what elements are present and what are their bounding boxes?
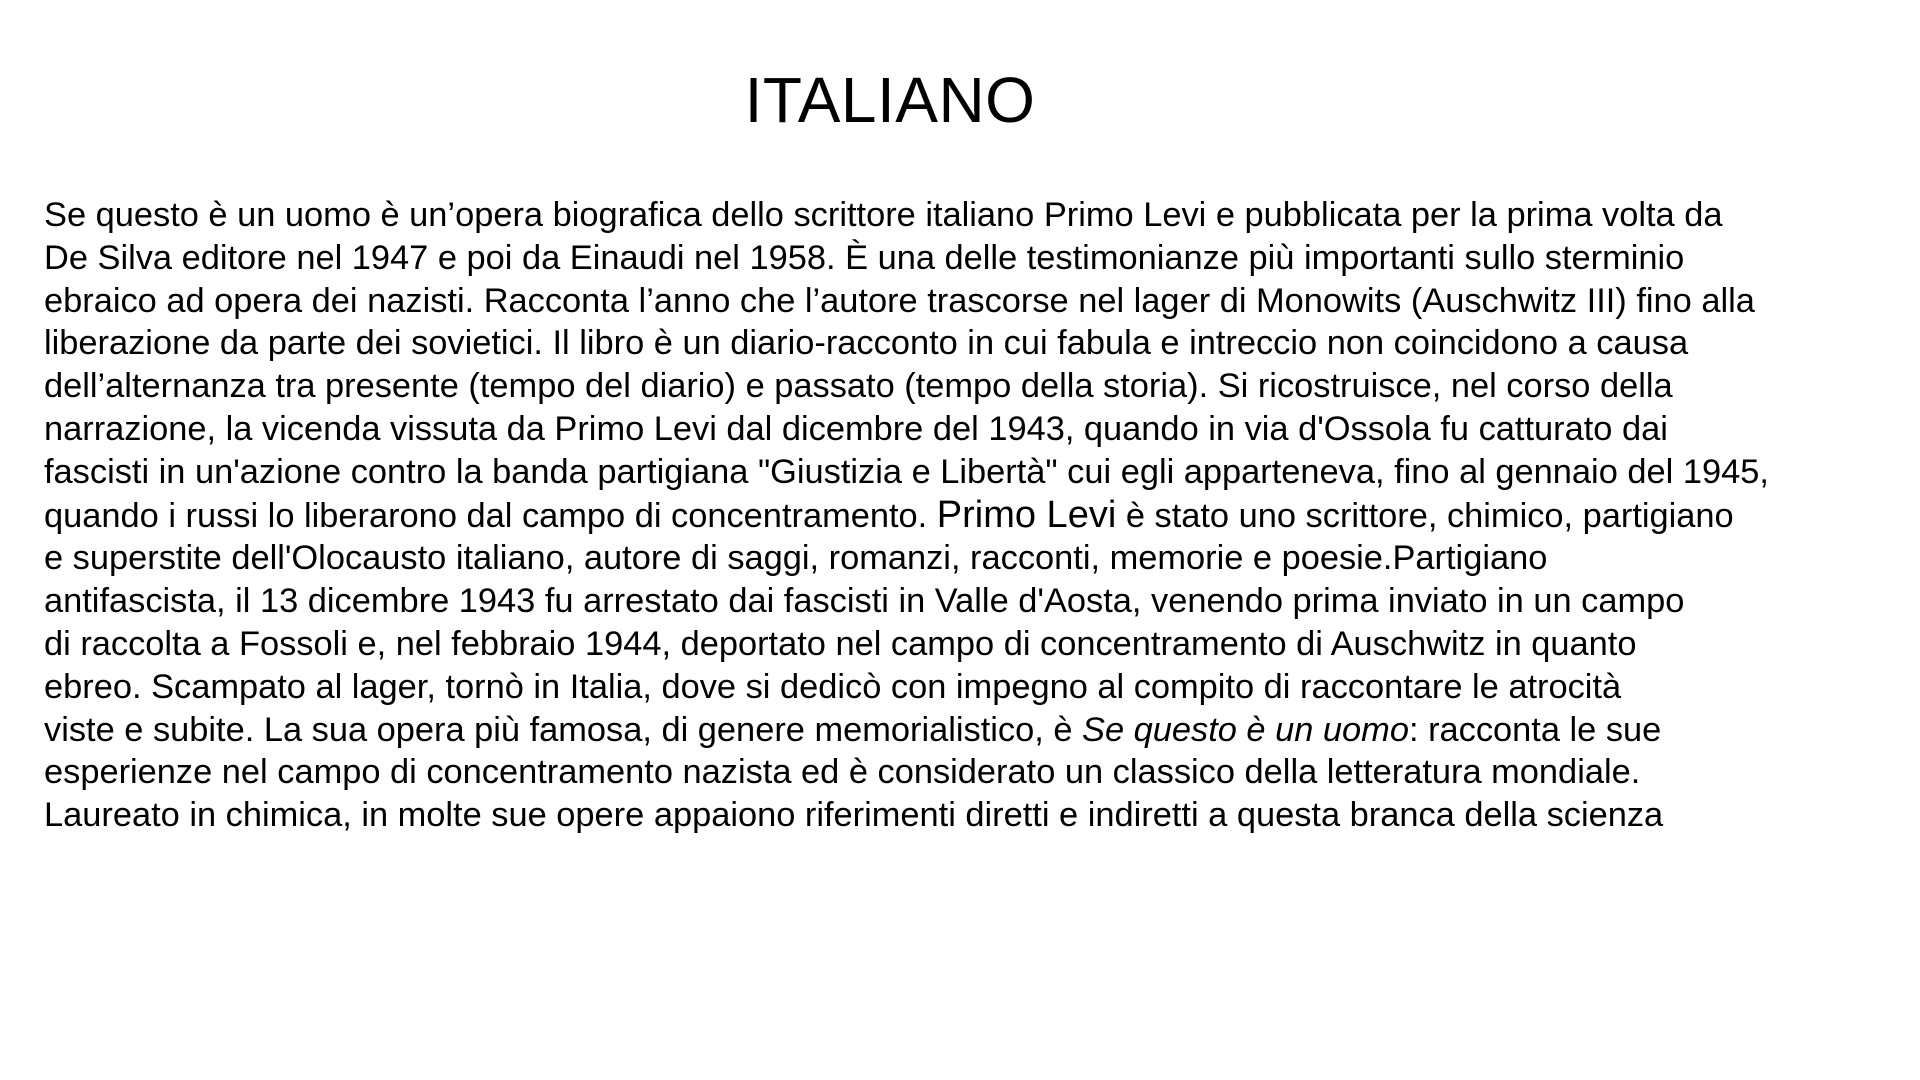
body-line: esperienze nel campo di concentramento nazista ed è considerato un classico della letteratura mondiale.: [44, 753, 1641, 792]
body-line: [44, 494, 1920, 538]
body-line: [44, 709, 1920, 752]
body-text-segment: è stato uno scrittore, chimico, partigiano: [1116, 496, 1734, 535]
slide-title: ITALIANO: [744, 64, 1036, 136]
body-line: antifascista, il 13 dicembre 1943 fu arrestato dai fascisti in Valle d'Aosta, venendo prima inviato in un campo: [44, 582, 1685, 621]
body-line: fascisti in un'azione contro la banda partigiana "Giustizia e Libertà" cui egli apparteneva, fino al gennaio del 1945,: [44, 452, 1769, 491]
body-line: Laureato in chimica, in molte sue opere appaiono riferimenti diretti e indiretti a questa branca della scienza: [44, 796, 1664, 835]
body-text-segment: : racconta le sue: [1408, 710, 1662, 749]
body-line: ebreo. Scampato al lager, tornò in Italia, dove si dedicò con impegno al compito di raccontare le atrocità: [44, 667, 1622, 706]
body-text-segment: viste e subite. La sua opera più famosa, di genere memorialistico, è: [44, 710, 1082, 749]
body-text-segment: quando i russi lo liberarono dal campo di concentramento.: [44, 496, 937, 535]
body-line: ebraico ad opera dei nazisti. Racconta l’anno che l’autore trascorse nel lager di Monowits (Auschwitz III) fino alla: [44, 281, 1755, 320]
author-name-emphasis: Primo Levi: [936, 493, 1117, 536]
body-line: Se questo è un uomo è un’opera biografica dello scrittore italiano Primo Levi e pubblicata per la prima volta da: [44, 196, 1723, 234]
body-line: di raccolta a Fossoli e, nel febbraio 1944, deportato nel campo di concentramento di Auschwitz in quanto: [44, 624, 1637, 663]
body-line: De Silva editore nel 1947 e poi da Einaudi nel 1958. È una delle testimonianze più importanti sullo sterminio: [44, 238, 1685, 277]
body-line: narrazione, la vicenda vissuta da Primo Levi dal dicembre del 1943, quando in via d'Ossola fu catturato dai: [44, 409, 1668, 448]
book-title-italic: Se questo è un uomo: [1082, 710, 1409, 749]
body-line: e superstite dell'Olocausto italiano, autore di saggi, romanzi, racconti, memorie e poesie.Partigiano: [44, 539, 1548, 578]
body-paragraph: [44, 194, 1920, 837]
body-line: liberazione da parte dei sovietici. Il libro è un diario-racconto in cui fabula e intreccio non coincidono a causa: [44, 324, 1689, 363]
body-line: dell’alternanza tra presente (tempo del diario) e passato (tempo della storia). Si ricostruisce, nel corso della: [44, 367, 1673, 406]
